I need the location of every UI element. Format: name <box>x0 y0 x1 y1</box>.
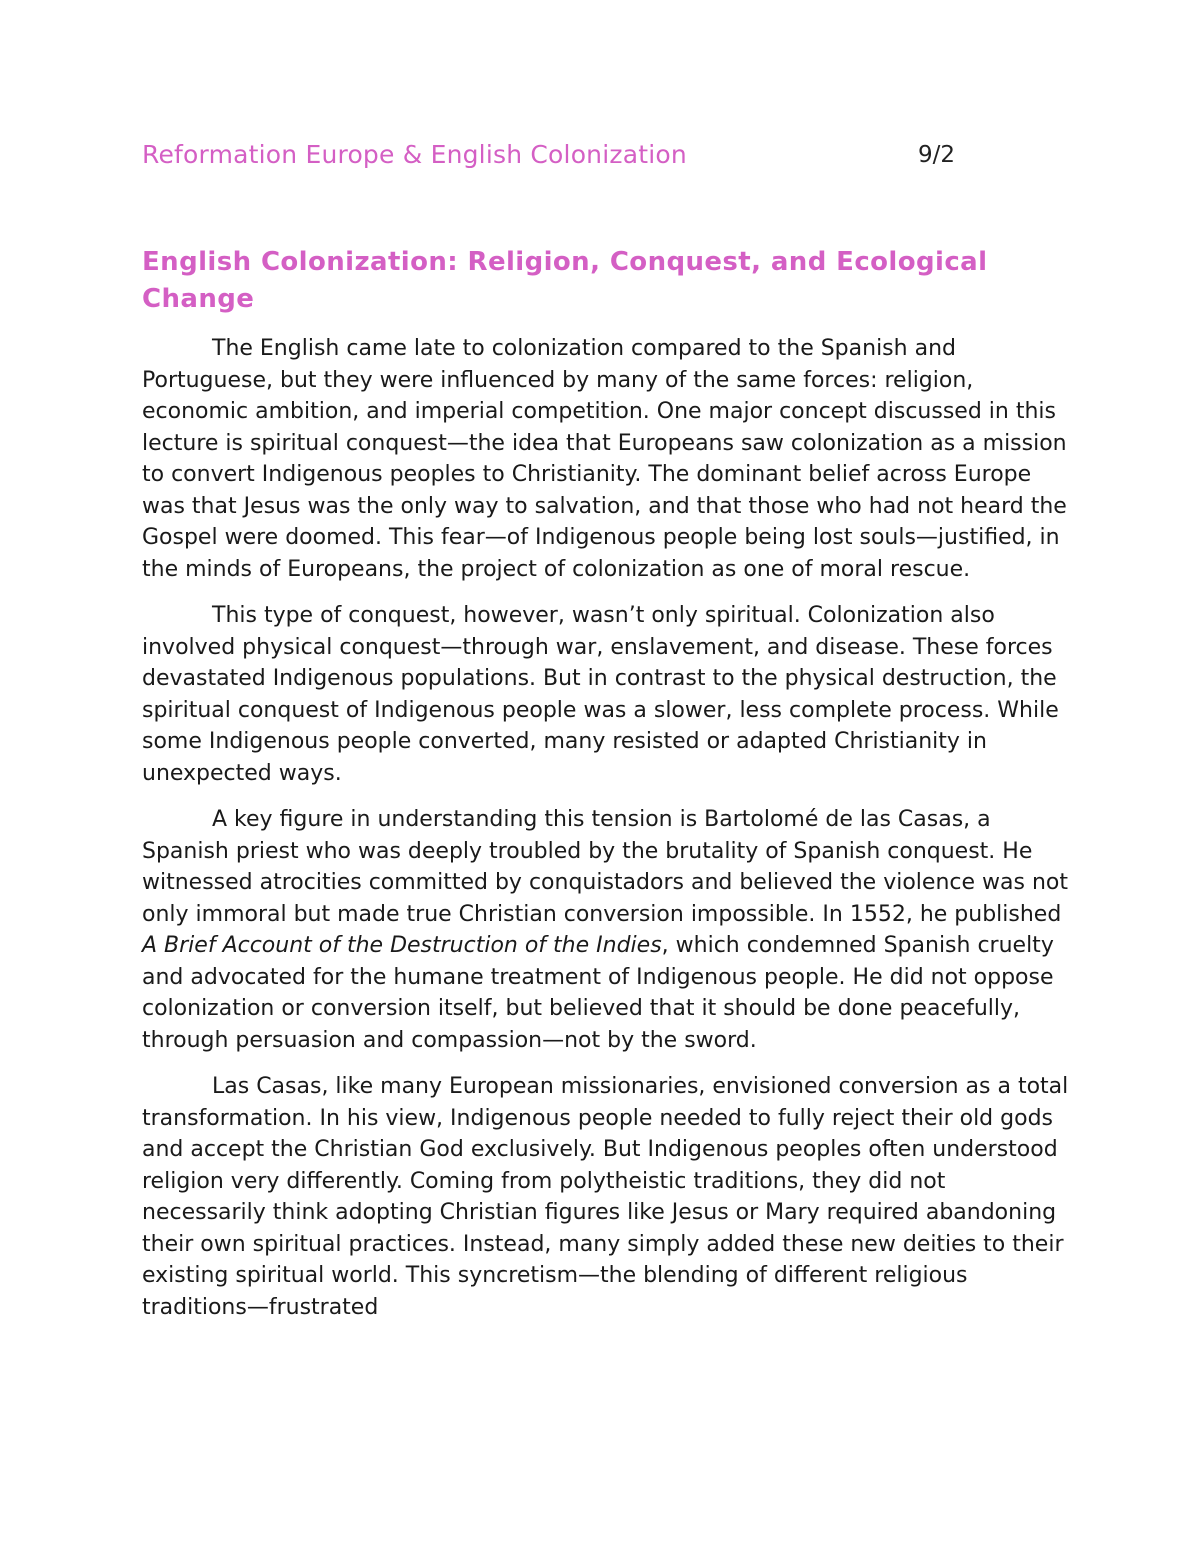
paragraph-4: Las Casas, like many European missionaries, envisioned conversion as a total transformation. In his view, Indigenous people needed to fully reject their old gods and accept the Christian God exclusively. But Indigenous peoples often understood religion very differently. Coming from polytheistic traditions, they did not necessarily think adopting Christian figures like Jesus or Mary required abandoning their own spiritual practices. Instead, many simply added these new deities to their existing spiritual world. This syncretism—the blending of different religious traditions—frustrated <box>142 1074 1069 1320</box>
document-body <box>142 333 1072 1338</box>
document-header <box>142 140 1062 180</box>
paragraph-2: This type of conquest, however, wasn’t only spiritual. Colonization also involved physical conquest—through war, enslavement, and disease. These forces devastated Indigenous populations. But in contrast to the physical destruction, the spiritual conquest of Indigenous people was a slower, less complete process. While some Indigenous people converted, many resisted or adapted Christianity in unexpected ways. <box>142 603 1059 786</box>
header-date: 9/2 <box>918 142 956 168</box>
paragraph-3-after: , which condemned Spanish cruelty and advocated for the humane treatment of Indigenous people. He did not oppose colonization or conversion itself, but believed that it should be done peacefully, through persuasion and compassion—not by the sword. <box>142 933 1054 1053</box>
paragraph-3-before: A key figure in understanding this tension is Bartolomé de las Casas, a Spanish priest who was deeply troubled by the brutality of Spanish conquest. He witnessed atrocities committed by conquistadors and believed the violence was not only immoral but made true Christian conversion impossible. In 1552, he published <box>142 807 1068 927</box>
paragraph-1: The English came late to colonization compared to the Spanish and Portuguese, but they were influenced by many of the same forces: religion, economic ambition, and imperial competition. One major concept discussed in this lecture is spiritual conquest—the idea that Europeans saw colonization as a mission to convert Indigenous peoples to Christianity. The dominant belief across Europe was that Jesus was the only way to salvation, and that those who had not heard the Gospel were doomed. This fear—of Indigenous people being lost souls—justified, in the minds of Europeans, the project of colonization as one of moral rescue. <box>142 336 1067 582</box>
book-title: A Brief Account of the Destruction of the Indies <box>142 933 662 958</box>
section-heading: English Colonization: Religion, Conquest, and Ecological Change <box>142 247 988 314</box>
header-title: Reformation Europe & English Colonization <box>142 140 687 169</box>
paragraph-3 <box>142 804 1072 1056</box>
